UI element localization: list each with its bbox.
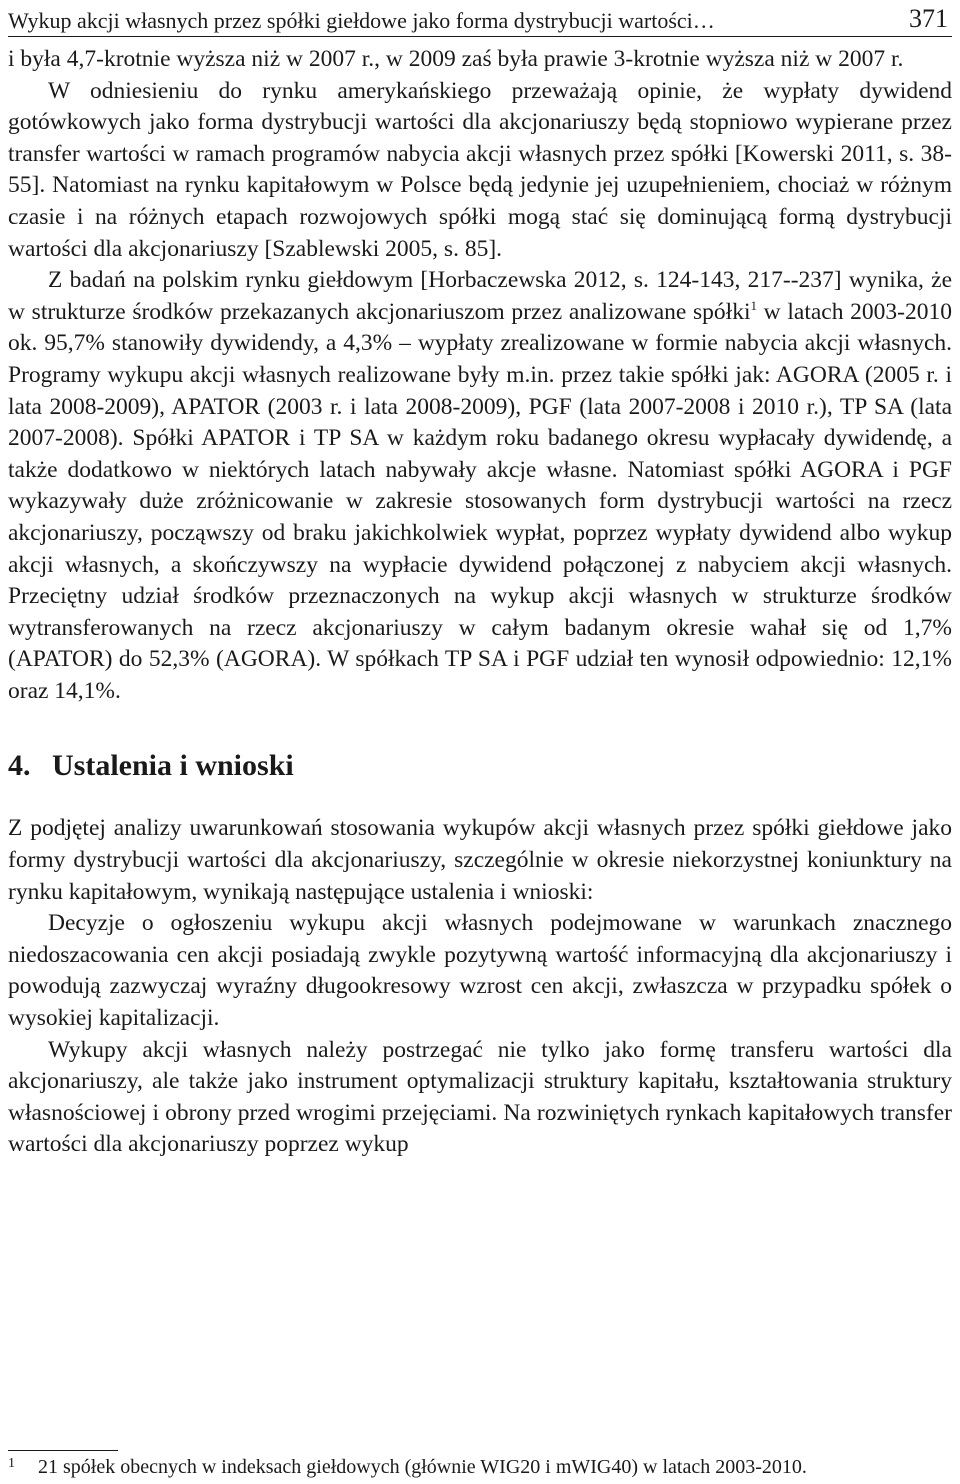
footnote-reference: 1 <box>750 297 757 313</box>
section-heading <box>8 747 952 785</box>
paragraph-us-market: W odniesieniu do rynku amerykańskiego przeważają opinie, że wypłaty dywidend gotówkowych jako forma dystrybucji wartości dla akcjonariuszy będą stopniowo wypierane przez transfer wartości w ramach programów nabycia akcji własnych przez spółki [Kowerski 2011, s. 38-55]. Natomiast na rynku kapitałowym w Polsce będą jedynie jej uzupełnieniem, chociaż w różnym czasie i na różnych etapach rozwojowych spółki mogą stać się dominującą formą dystrybucji wartości dla akcjonariuszy [Szablewski 2005, s. 85]. <box>8 77 952 262</box>
footnote-text: 21 spółek obecnych w indeksach giełdowych (głównie WIG20 i mWIG40) w latach 2003-2010. <box>38 1456 807 1478</box>
running-header <box>8 2 952 37</box>
paragraph-polish-study <box>8 265 952 707</box>
paragraph-conclusion-1: Decyzje o ogłoszeniu wykupu akcji własnych podejmowane w warunkach znacznego niedoszacowania cen akcji posiadają zwykle pozytywną wartość informacyjną dla akcjonariuszy i powodują zazwyczaj wyraźny długookresowy wzrost cen akcji, zwłaszcza w przypadku spółek o wysokiej kapitalizacji. <box>8 910 952 1032</box>
page-number: 371 <box>909 4 948 33</box>
paragraph-continuation: i była 4,7-krotnie wyższa niż w 2007 r., w 2009 zaś była prawie 3-krotnie wyższa niż w 2007 r. <box>8 46 904 72</box>
section-title: Ustalenia i wnioski <box>52 749 294 783</box>
footnote-rule <box>8 1450 118 1451</box>
section-number: 4. <box>8 749 31 783</box>
paragraph-conclusion-2: Wykupy akcji własnych należy postrzegać nie tylko jako formę transferu wartości dla akcjonariuszy, ale także jako instrument optymalizacji struktury kapitału, kształtowania struktury własnościowej i obrony przed wrogimi przejęciami. Na rozwiniętych rynkach kapitałowych transfer wartości dla akcjonariuszy poprzez wykup <box>8 1036 952 1158</box>
paragraph-conclusions-intro: Z podjętej analizy uwarunkowań stosowania wykupów akcji własnych przez spółki giełdowe jako formy dystrybucji wartości dla akcjonariuszy, szczególnie w okresie niekorzystnej koniunktury na rynku kapitałowym, wynikają następujące ustalenia i wnioski: <box>8 815 952 905</box>
body-text <box>8 44 952 1161</box>
running-title: Wykup akcji własnych przez spółki giełdowe jako forma dystrybucji wartości… <box>8 8 715 33</box>
paragraph-polish-study-part2: w latach 2003-2010 ok. 95,7% stanowiły dywidendy, a 4,3% – wypłaty zrealizowane w formie nabycia akcji własnych. Programy wykupu akcji własnych realizowane były m.in. przez takie spółki jak: AGORA (2005 r. i lata 2008-2009), APATOR (2003 r. i lata 2008-2009), PGF (lata 2007-2008 i 2010 r.), TP SA (lata 2007-2008). Spółki APATOR i TP SA w każdym roku badanego okresu wypłacały dywidendę, a także dodatkowo w niektórych latach nabywały akcje własne. Natomiast spółki AGORA i PGF wykazywały duże zróżnicowanie w zakresie stosowanych form dystrybucji wartości na rzecz akcjonariuszy, począwszy od braku jakichkolwiek wypłat, poprzez wypłaty dywidend albo wykup akcji własnych, a skończywszy na wypłacie dywidend połączonej z nabyciem akcji własnych. Przeciętny udział środków przeznaczonych na wykup akcji własnych w strukturze środków wytransferowanych na rzecz akcjonariuszy w całym badanym okresie wahał się od 1,7% (APATOR) do 52,3% (AGORA). W spółkach TP SA i PGF udział ten wynosił odpowiednio: 12,1% oraz 14,1%. <box>8 298 952 704</box>
footnote: 1 21 spółek obecnych w indeksach giełdowych (głównie WIG20 i mWIG40) w latach 2003-2010. <box>8 1456 807 1478</box>
paragraph-polish-study-part1: Z badań na polskim rynku giełdowym [Horbaczewska 2012, s. 124-143, 217--237] wynika, że w strukturze środków przekazanych akcjonariuszom przez analizowane spółki <box>8 267 952 325</box>
